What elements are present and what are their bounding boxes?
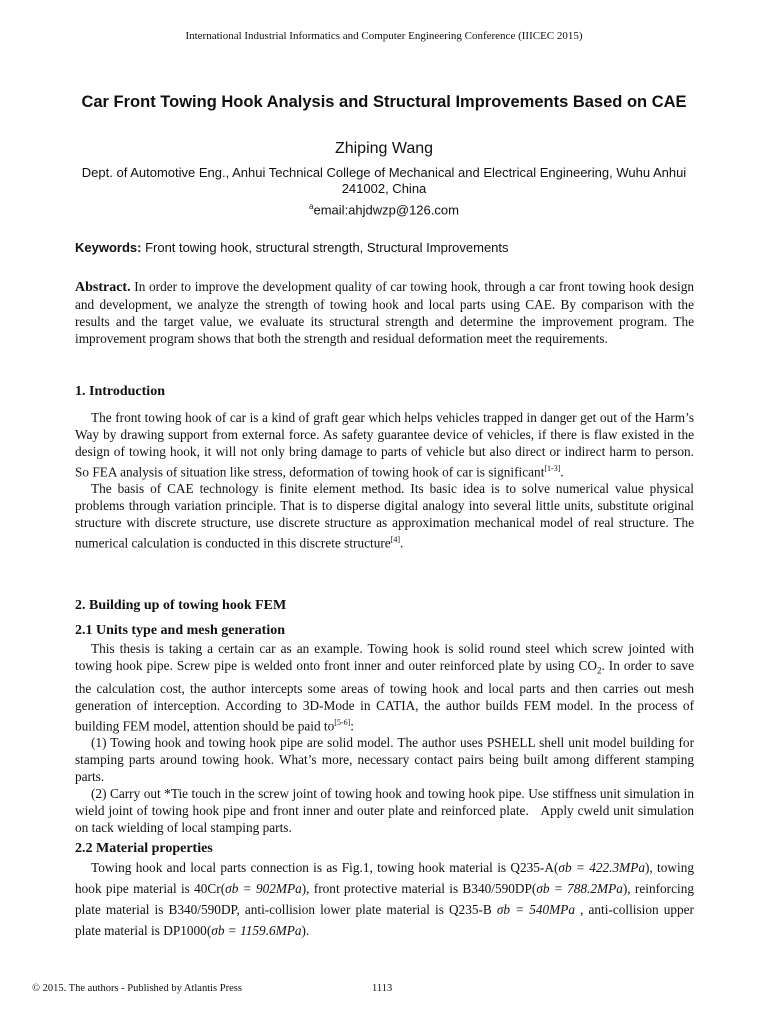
punct: : <box>350 718 354 734</box>
paper-title: Car Front Towing Hook Analysis and Structural Improvements Based on CAE <box>81 93 687 111</box>
units-p1-text: This thesis is taking a certain car as an example. Towing hook is solid round steel which screw jointed with towing hook pipe. Screw pipe is welded onto front inner and outer reinforced plate by using CO <box>75 641 694 673</box>
text: ), towing hook pipe material is 40Cr( <box>75 860 694 896</box>
subsection-heading-units: 2.1 Units type and mesh generation <box>75 623 286 638</box>
subscript: 2 <box>596 665 602 676</box>
paragraph: (1) Towing hook and towing hook pipe are solid model. The author uses PSHELL shell unit model building for stamping parts around towing hook. What’s more, necessary contact pairs being built among different stamping parts. <box>75 735 694 785</box>
units-p1-text-cont: . In order to save the calculation cost, the author intercepts some areas of towing hook and local parts and then carries out mesh generation of interception. According to 3D-Mode in CATIA, the author builds FEM model. In the process of building FEM model, attention should be paid to <box>75 658 694 734</box>
paragraph: (2) Carry out *Tie touch in the screw joint of towing hook and towing hook pipe. Use stiffness unit simulation in wield joint of towing hook pipe and front inner and outer plate and reinforced plate. Apply cweld unit simulation on tack wielding of local stamping parts. <box>75 786 694 836</box>
abstract-label: Abstract. <box>75 280 131 295</box>
text: Towing hook and local parts connection is as Fig.1, towing hook material is Q235-A( <box>91 860 559 875</box>
paragraph <box>75 480 694 551</box>
punct: . <box>400 535 404 551</box>
text: ). <box>301 923 310 938</box>
intro-p2-text: The basis of CAE technology is finite element method. Its basic idea is to solve numerical value physical problems through variation principle. That is to disperse digital analogy into several little units, substitute original structure with discrete structure, use discrete structure as approximation mechanical model of real structure. The numerical calculation is conducted in this discrete structure <box>75 481 694 551</box>
units-body <box>75 640 694 836</box>
text: , anti-collision upper plate material is DP1000( <box>75 902 694 938</box>
punct: . <box>560 464 564 480</box>
paragraph <box>75 640 694 734</box>
section-heading-fem: 2. Building up of towing hook FEM <box>75 598 287 613</box>
formula: σb = 1159.6MPa <box>211 923 302 938</box>
intro-p1-text: The front towing hook of car is a kind of graft gear which helps vehicles trapped in danger get out of the Harm’s Way by drawing support from external force. As safety guarantee device of vehicles, if there is flaw existed in the design of towing hook, it will not only bring damage to parts of vehicle but also direct or indirect harm to person. So FEA analysis of situation like stress, deformation of towing hook of car is significant <box>75 410 694 480</box>
conference-header: International Industrial Informatics and Computer Engineering Conference (IIICEC 2015) <box>185 30 583 42</box>
formula: σb = 422.3MPa <box>558 860 645 875</box>
keywords <box>75 240 695 255</box>
email-marker: a <box>309 202 314 211</box>
citation: [1-3] <box>544 464 561 473</box>
materials-body <box>75 857 694 941</box>
author-email <box>0 202 768 217</box>
keywords-label: Keywords: <box>75 240 142 255</box>
text: ), front protective material is B340/590DP( <box>301 881 537 896</box>
paragraph <box>75 857 694 941</box>
email-text: email:ahjdwzp@126.com <box>313 202 459 218</box>
section-heading-introduction: 1. Introduction <box>75 384 165 399</box>
subsection-heading-materials: 2.2 Material properties <box>75 841 213 856</box>
formula: σb = 788.2MPa <box>536 881 623 896</box>
formula: σb = 902MPa <box>225 881 302 896</box>
affiliation: Dept. of Automotive Eng., Anhui Technical College of Mechanical and Electrical Engineering, Wuhu Anhui 241002, China <box>81 165 687 196</box>
text: ), reinforcing plate material is B340/590DP, anti-collision lower plate material is Q235-B <box>75 881 694 917</box>
abstract-text: In order to improve the development quality of car towing hook, through a car front towing hook design and development, we analyze the strength of towing hook and local parts using CAE. By comparison with the results and the target value, we evaluate its structural strength and determine the improvement program. The improvement program shows that both the strength and residual deformation meet the requirements. <box>75 279 694 346</box>
citation: [4] <box>390 535 401 545</box>
page-number: 1113 <box>372 983 393 994</box>
formula: σb = 540MPa <box>496 902 575 917</box>
citation: [5-6] <box>334 717 351 727</box>
copyright-footer: © 2015. The authors - Published by Atlantis Press <box>32 983 242 994</box>
introduction-body <box>75 409 694 552</box>
author-name: Zhiping Wang <box>334 140 434 157</box>
keywords-text: Front towing hook, structural strength, Structural Improvements <box>141 240 509 255</box>
paragraph <box>75 409 694 480</box>
abstract <box>75 278 694 347</box>
